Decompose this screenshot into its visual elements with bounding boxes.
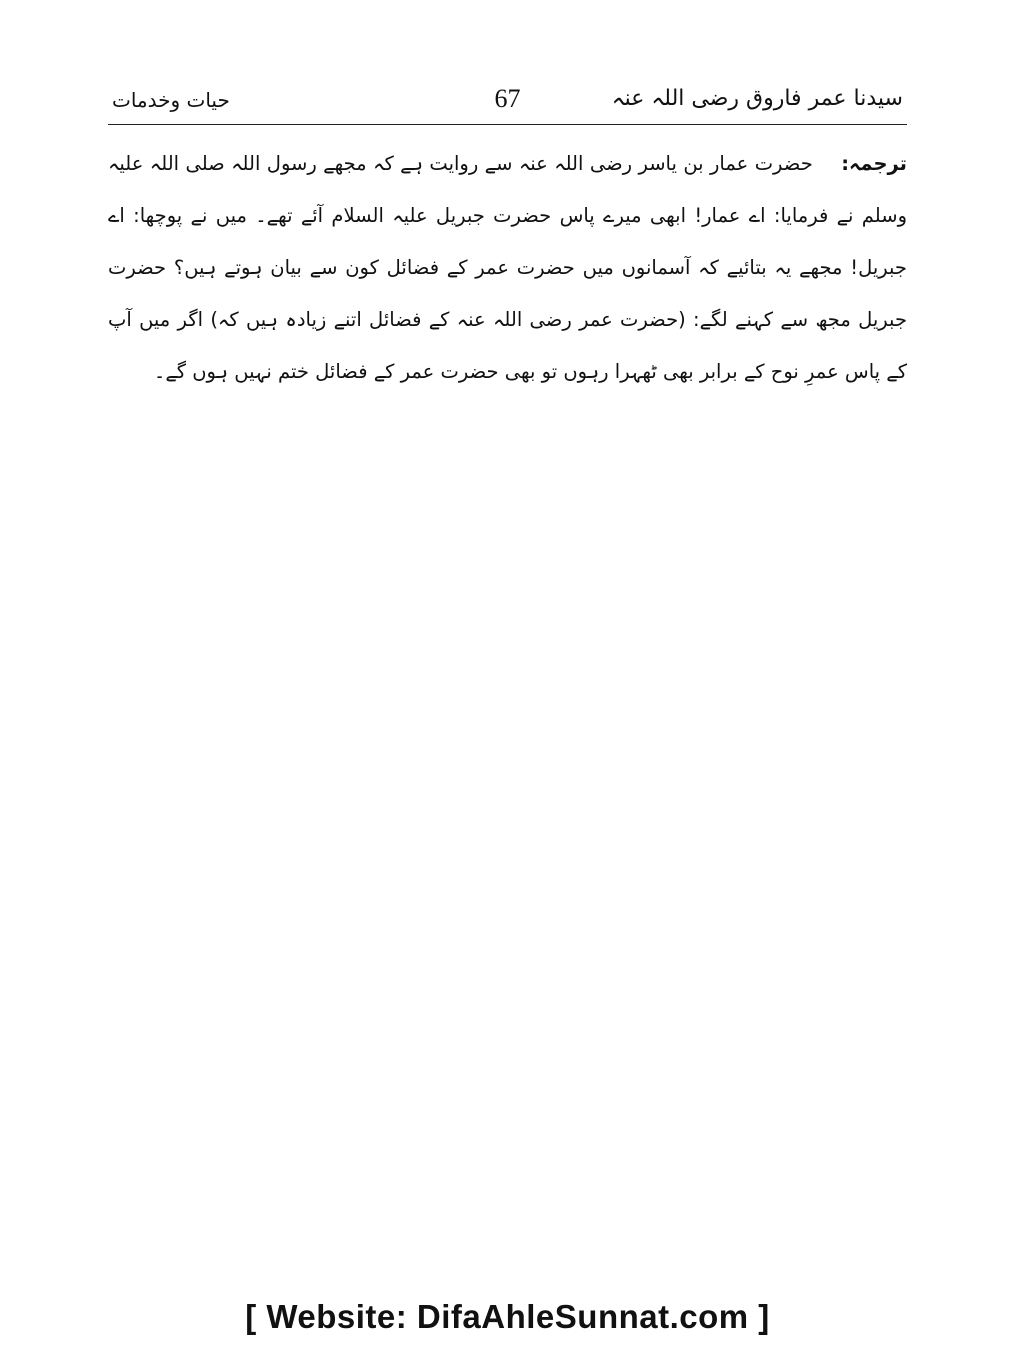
page-number: 67	[494, 84, 521, 113]
page-header	[108, 82, 907, 122]
header-divider	[108, 124, 907, 125]
translation-paragraph	[108, 138, 907, 398]
book-subtitle: حیات وخدمات	[112, 88, 230, 112]
website-footer: [ Website: DifaAhleSunnat.com ]	[245, 1298, 770, 1335]
translation-label: ترجمہ:	[841, 152, 908, 175]
book-title: سیدنا عمر فاروق رضی اللہ عنہ	[611, 86, 903, 111]
translation-text: حضرت عمار بن یاسر رضی اللہ عنہ سے روایت ہے کہ مجھے رسول اللہ صلی اللہ علیہ وسلم نے فرمایا: اے عمار! ابھی میرے پاس حضرت جبریل علیہ السلام آئے تھے۔ میں نے پوچھا: اے جبریل! مجھے یہ بتائیے کہ آسمانوں میں حضرت عمر کے فضائل کون سے بیان ہوتے ہیں؟ حضرت جبریل مجھ سے کہنے لگے: (حضرت عمر رضی اللہ عنہ کے فضائل اتنے زیادہ ہیں کہ) اگر میں آپ کے پاس عمرِ نوح کے برابر بھی ٹھہرا رہوں تو بھی حضرت عمر کے فضائل ختم نہیں ہوں گے۔	[108, 152, 907, 383]
